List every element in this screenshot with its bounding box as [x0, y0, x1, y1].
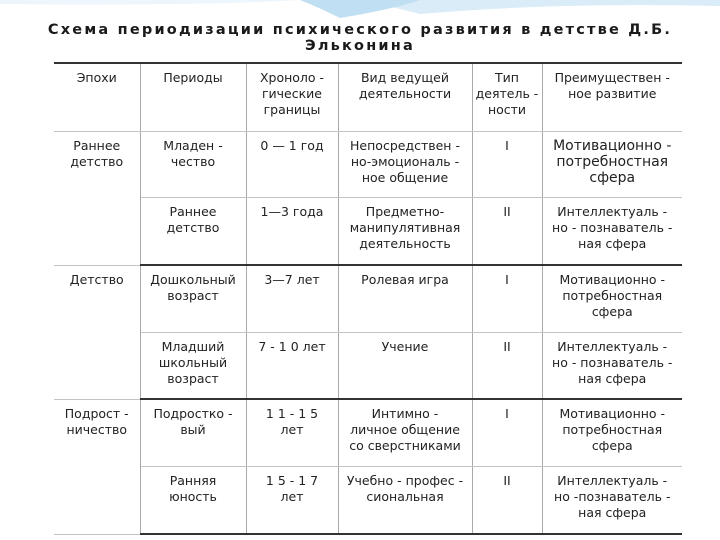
table-row: [54, 197, 682, 265]
development-cell: Интеллектуаль - но -познаватель - ная сфера: [542, 466, 682, 534]
table-row: [54, 332, 682, 399]
activity-cell: Учебно - профес - сиональная: [338, 466, 472, 534]
periodization-table: [54, 62, 682, 535]
activity-cell: Непосредствен - но-эмоциональ - ное общение: [338, 131, 472, 197]
table-row: [54, 131, 682, 197]
development-cell: Мотивационно - потребностная сфера: [542, 131, 682, 197]
period-cell: Младен - чество: [140, 131, 246, 197]
header-chrono: Хроноло - гические границы: [246, 63, 338, 131]
development-cell: Мотивационно - потребностная сфера: [542, 399, 682, 466]
activity-cell: Предметно- манипулятивная деятельность: [338, 197, 472, 265]
header-period: Периоды: [140, 63, 246, 131]
table-header-row: [54, 63, 682, 131]
header-type: Тип деятель - ности: [472, 63, 542, 131]
table-row: [54, 399, 682, 466]
type-cell: I: [472, 399, 542, 466]
header-epoch: Эпохи: [54, 63, 140, 131]
type-cell: II: [472, 332, 542, 399]
development-cell: Интеллектуаль - но - познаватель - ная сфера: [542, 197, 682, 265]
development-cell: Интеллектуаль - но - познаватель - ная сфера: [542, 332, 682, 399]
epoch-cell: Раннее детство: [54, 131, 140, 265]
period-cell: Ранняя юность: [140, 466, 246, 534]
type-cell: I: [472, 131, 542, 197]
activity-cell: Интимно - личное общение со сверстниками: [338, 399, 472, 466]
type-cell: II: [472, 466, 542, 534]
chrono-cell: 1 1 - 1 5 лет: [246, 399, 338, 466]
chrono-cell: 1—3 года: [246, 197, 338, 265]
chrono-cell: 3—7 лет: [246, 265, 338, 332]
page-title: Схема периодизации психического развития в детстве Д.Б. Эльконина: [47, 22, 673, 54]
development-cell: Мотивационно - потребностная сфера: [542, 265, 682, 332]
epoch-cell: Детство: [54, 265, 140, 399]
table-row: [54, 466, 682, 534]
activity-cell: Ролевая игра: [338, 265, 472, 332]
chrono-cell: 0 — 1 год: [246, 131, 338, 197]
header-development: Преимуществен - ное развитие: [542, 63, 682, 131]
period-cell: Раннее детство: [140, 197, 246, 265]
chrono-cell: 1 5 - 1 7 лет: [246, 466, 338, 534]
period-cell: Подростко - вый: [140, 399, 246, 466]
period-cell: Младший школьный возраст: [140, 332, 246, 399]
epoch-cell: Подрост - ничество: [54, 399, 140, 534]
activity-cell: Учение: [338, 332, 472, 399]
period-cell: Дошкольный возраст: [140, 265, 246, 332]
table-row: [54, 265, 682, 332]
type-cell: II: [472, 197, 542, 265]
chrono-cell: 7 - 1 0 лет: [246, 332, 338, 399]
type-cell: I: [472, 265, 542, 332]
header-activity: Вид ведущей деятельности: [338, 63, 472, 131]
